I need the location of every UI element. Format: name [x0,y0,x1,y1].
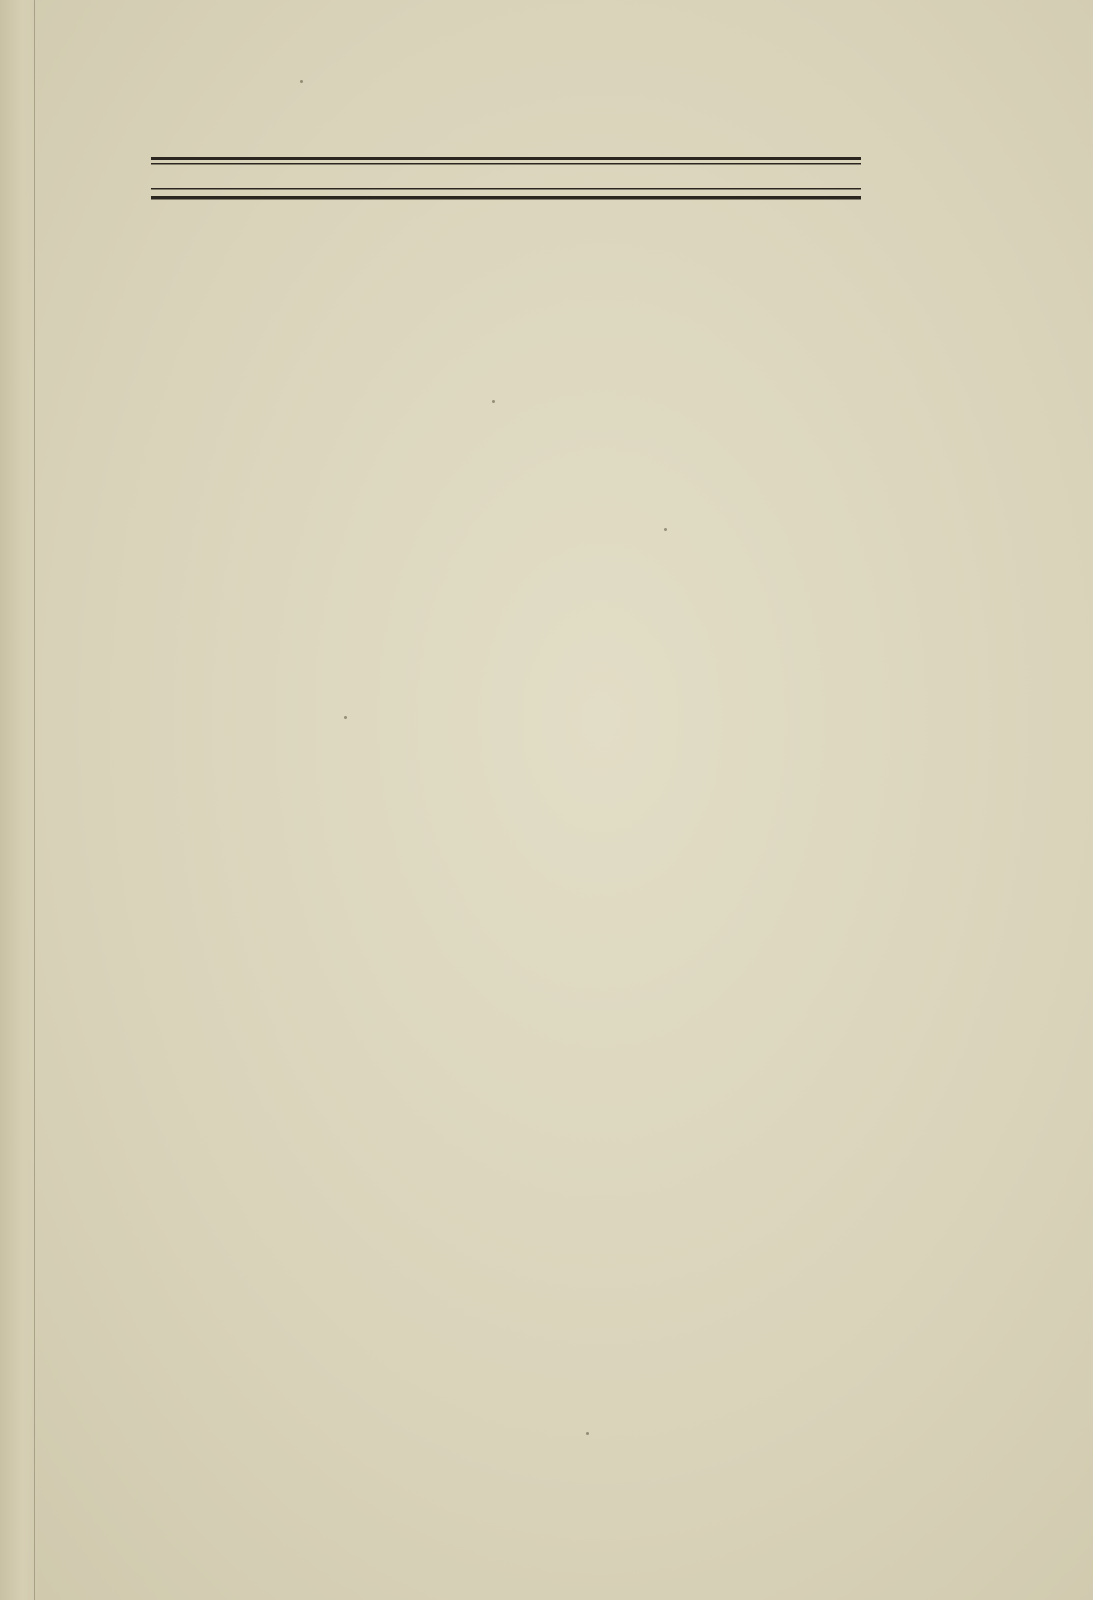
ornament-band-icon [151,133,861,225]
paper-speck [586,1432,589,1435]
paper-speck [492,400,495,403]
decorative-header-band [151,133,861,225]
ornament-rule-1 [151,157,861,160]
binding-edge [0,0,38,1600]
binding-line [34,0,35,1600]
ornament-rule-4 [151,196,861,200]
paper-speck [300,80,303,83]
paper-speck [664,528,667,531]
ornament-rule-3 [151,188,861,190]
ornament-rule-2 [151,163,861,165]
paper-speck [344,716,347,719]
